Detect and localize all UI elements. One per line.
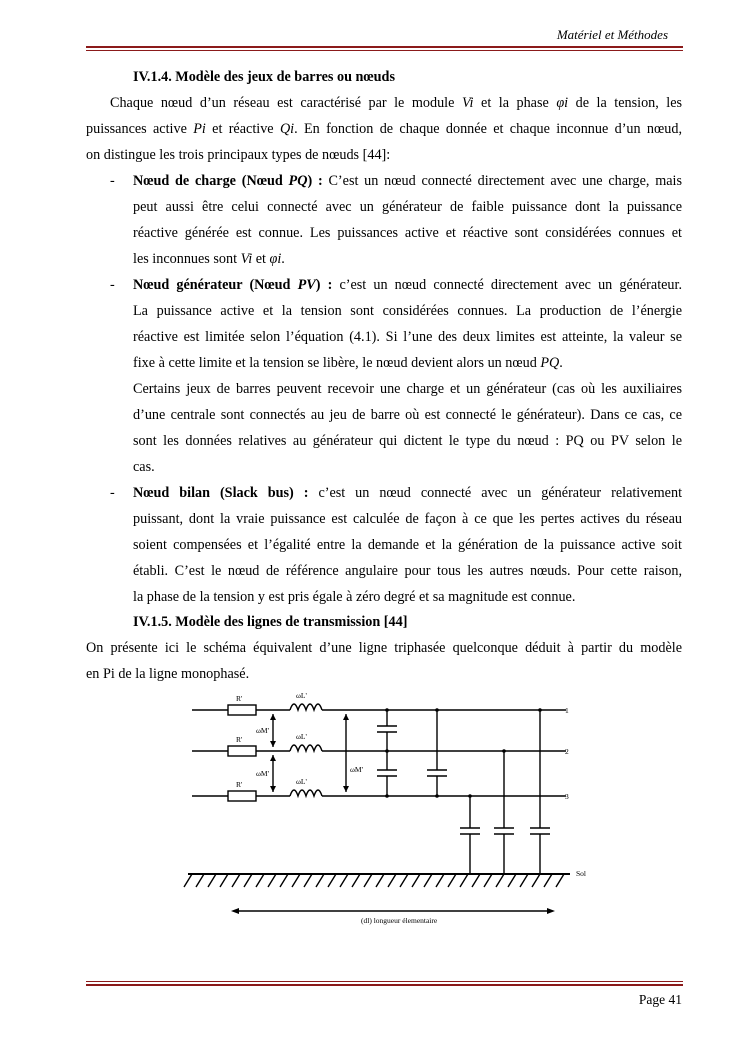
ground-label: Sol [576, 869, 587, 878]
transmission-line-2: en Pi de la ligne monophasé. [86, 666, 250, 682]
intro-line-1: Chaque nœud d’un réseau est caractérisé par le module Vi et la phase φi de la tension, les [110, 95, 683, 111]
phase-label: 2 [565, 747, 569, 756]
pv-line-6: d’une centrale sont connectés au jeu de barre où est connecté le générateur). Dans ce cas, ce [133, 407, 682, 423]
pv-line-3: réactive est limitée selon l’équation (4.1). Si l’une des deux limites est atteinte, la valeur se [133, 329, 682, 345]
section-heading-1-5: IV.1.5. Modèle des lignes de transmission [44] [133, 614, 408, 630]
inductor-label: ωL' [296, 777, 307, 786]
length-label: (dl) longueur élementaire [361, 916, 438, 925]
mutual-label: ωM' [350, 765, 363, 774]
pq-line-2: peut aussi être celui connecté avec un générateur de faible puissance dont la puissance [133, 199, 682, 215]
intro-line-2: puissances active Pi et réactive Qi. En fonction de chaque donnée et chaque inconnue d’un nœud, [86, 121, 683, 137]
running-header-title: Matériel et Méthodes [556, 27, 668, 42]
var-vi: Vi [461, 95, 474, 111]
pv-line-8: cas. [133, 459, 155, 475]
pv-line-5: Certains jeux de barres peuvent recevoir une charge et un générateur (cas où les auxiliaires [133, 381, 682, 397]
inductor-label: ωL' [296, 732, 307, 741]
slack-line-3: soient compensées et l’égalité entre la demande et la génération de la puissance active soit [133, 537, 682, 553]
section-heading-1-4: IV.1.4. Modèle des jeux de barres ou nœuds [133, 69, 395, 85]
header-rule-thin [86, 50, 683, 51]
resistor-label: R' [236, 780, 243, 789]
inductor-phase-3 [290, 790, 322, 796]
resistor-phase-3 [228, 791, 256, 801]
pq-line-3: réactive générée est connue. Les puissances active et réactive sont considérées connues et [133, 225, 682, 241]
bullet-marker: - [110, 173, 115, 189]
slack-line-2: puissant, dont la vraie puissance est calculée de façon à ce que les pertes actives du réseau [133, 511, 682, 527]
header-rule-thick [86, 46, 683, 48]
var-qi: Qi [279, 121, 295, 137]
slack-line-5: la phase de la tension y est pris égale à zéro degré et sa magnitude est connue. [133, 589, 576, 605]
slack-line-1: Nœud bilan (Slack bus) : c’est un nœud connecté avec un générateur relativement [133, 485, 683, 501]
inductor-phase-1 [290, 704, 322, 710]
phase-label: 1 [565, 706, 569, 715]
pv-line-7: sont les données relatives au générateur qui dictent le type du nœud : PQ ou PV selon le [133, 433, 682, 449]
resistor-phase-1 [228, 705, 256, 715]
footer-rule-thin [86, 981, 683, 982]
pv-line-1: Nœud générateur (Nœud PV) : c’est un nœud connecté directement avec un générateur. [133, 277, 683, 293]
resistor-label: R' [236, 735, 243, 744]
var-pi: Pi [193, 121, 206, 137]
footer-rule-thick [86, 984, 683, 986]
resistor-label: R' [236, 694, 243, 703]
three-phase-line-diagram [178, 690, 593, 930]
pq-line-1: Nœud de charge (Nœud PQ) : C’est un nœud connecté directement avec une charge, mais [133, 173, 683, 189]
slack-line-4: établi. C’est le nœud de référence angulaire pour tous les autres nœuds. Pour cette raison, [133, 563, 682, 579]
pq-line-4: les inconnues sont Vi et φi. [133, 251, 285, 267]
var-phi: φi [556, 95, 569, 111]
resistor-phase-2 [228, 746, 256, 756]
inductor-label: ωL' [296, 691, 307, 700]
mutual-label: ωM' [256, 726, 269, 735]
bullet-marker: - [110, 277, 115, 293]
transmission-line-1: On présente ici le schéma équivalent d’une ligne triphasée quelconque déduit à partir du modèle [86, 640, 682, 656]
page-number: Page 41 [638, 992, 682, 1007]
mutual-label: ωM' [256, 769, 269, 778]
pv-line-4: fixe à cette limite et la tension se libère, le nœud devient alors un nœud PQ. [133, 355, 563, 371]
bullet-marker: - [110, 485, 115, 501]
ground-hatching [184, 874, 564, 887]
inductor-phase-2 [290, 745, 322, 751]
pv-line-2: La puissance active et la tension sont considérées connues. La production de l’énergie [133, 303, 682, 319]
phase-label: 3 [565, 792, 569, 801]
intro-line-3: on distingue les trois principaux types de nœuds [44]: [86, 147, 391, 163]
